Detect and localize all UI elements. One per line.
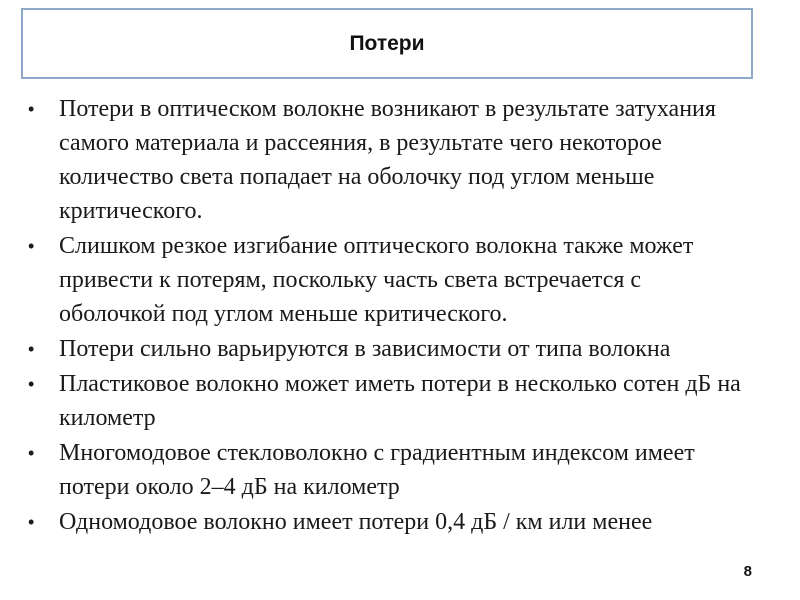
bullet-text: Потери в оптическом волокне возникают в результате затухания самого материала и рассеяния, в результате чего некоторое количество света попадает на оболочку под углом меньше критического.	[59, 96, 716, 224]
bullet-text: Одномодовое волокно имеет потери 0,4 дБ / км или менее	[59, 509, 653, 535]
bullet-item	[28, 332, 748, 366]
bullet-item	[28, 505, 748, 539]
bullet-text: Пластиковое волокно может иметь потери в несколько сотен дБ на километр	[59, 371, 741, 431]
bullet-dot-icon: •	[28, 374, 35, 394]
slide-title: Потери	[349, 31, 425, 55]
bullet-dot-icon: •	[28, 339, 35, 359]
bullet-item	[28, 367, 748, 435]
bullet-dot-icon: •	[28, 443, 35, 463]
bullet-text: Многомодовое стекловолокно с градиентным индексом имеет потери около 2–4 дБ на километр	[59, 440, 695, 500]
bullet-item	[28, 436, 748, 504]
bullet-dot-icon: •	[28, 512, 35, 532]
page-number: 8	[743, 563, 752, 580]
bullet-list	[28, 92, 748, 540]
bullet-item	[28, 229, 748, 331]
bullet-item	[28, 92, 748, 228]
bullet-text: Потери сильно варьируются в зависимости от типа волокна	[59, 336, 671, 362]
bullet-dot-icon: •	[28, 236, 35, 256]
bullet-dot-icon: •	[28, 99, 35, 119]
slide-title-box	[21, 8, 753, 79]
bullet-text: Слишком резкое изгибание оптического волокна также может привести к потерям, поскольку часть света встречается с оболочкой под углом меньше критического.	[59, 233, 694, 327]
